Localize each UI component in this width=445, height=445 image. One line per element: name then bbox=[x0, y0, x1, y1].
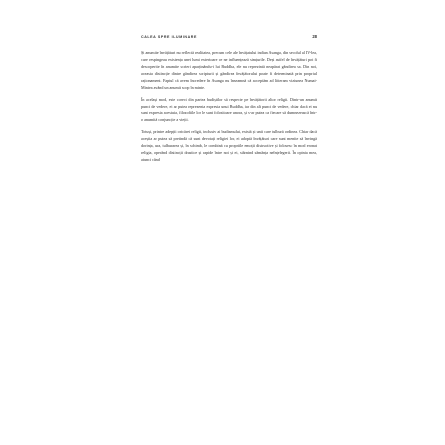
paragraph-3: Totuși, printre adepții oricărei religii, inclusiv ai budismului, există și unii care tulbură ordinea. Chiar dacă aceștia ar putea să pretindă că sunt devotați religiei lor, ei adoptă învățături care sunt menite să învingă dorința, ura, tulburarea și, în schimb, le combină cu propriile emoții distructive și folosesc în mod eronat religia, operând distincții drastice și rapide între noi și ei, stârnind sâmânța neînțelegerii. În opinia mea, atunci când bbox=[141, 129, 317, 163]
running-head bbox=[141, 34, 317, 39]
running-title: CALEA SPRE ILUMINARE bbox=[141, 35, 197, 39]
page-number: 28 bbox=[312, 34, 317, 39]
paragraph-1: Și anumite învățături nu reflectă realitatea, precum cele ale învățatului indian Asanga, din secolul al IV-lea, care respingeau existența unei lumi exterioare ce ne influențează simțurile. Deși astfel de învățături pot fi descoperite în anumite scrieri aparținându-i lui Buddha, ele nu reprezintă neapărat gândirea sa. Din noi, aceasta distincție dintre gândirea scripturii și gândirea învățătorului poate fi determinată prin propriul raționament. Faptul că avem încredere în Asanga nu înseamnă că acceptăm ad litteram viziunea Numai-Mintea având un anumit scop în minte. bbox=[141, 50, 317, 90]
body-text bbox=[141, 50, 317, 164]
paragraph-2: În același mod, este corect din partea budiștilor să respecte pe învățătorii altor religii. Dintr-un anumit punct de vedere, ei ar putea reprezenta expresia unui Buddha, iar din alt punct de vedere, chiar dacă ei nu sunt expresia acestuia, filozofiile lor le sunt folositoare unora, și s-ar putea ca fiecare să dumnezească într-o anumită conjuncție a vieții. bbox=[141, 96, 317, 123]
